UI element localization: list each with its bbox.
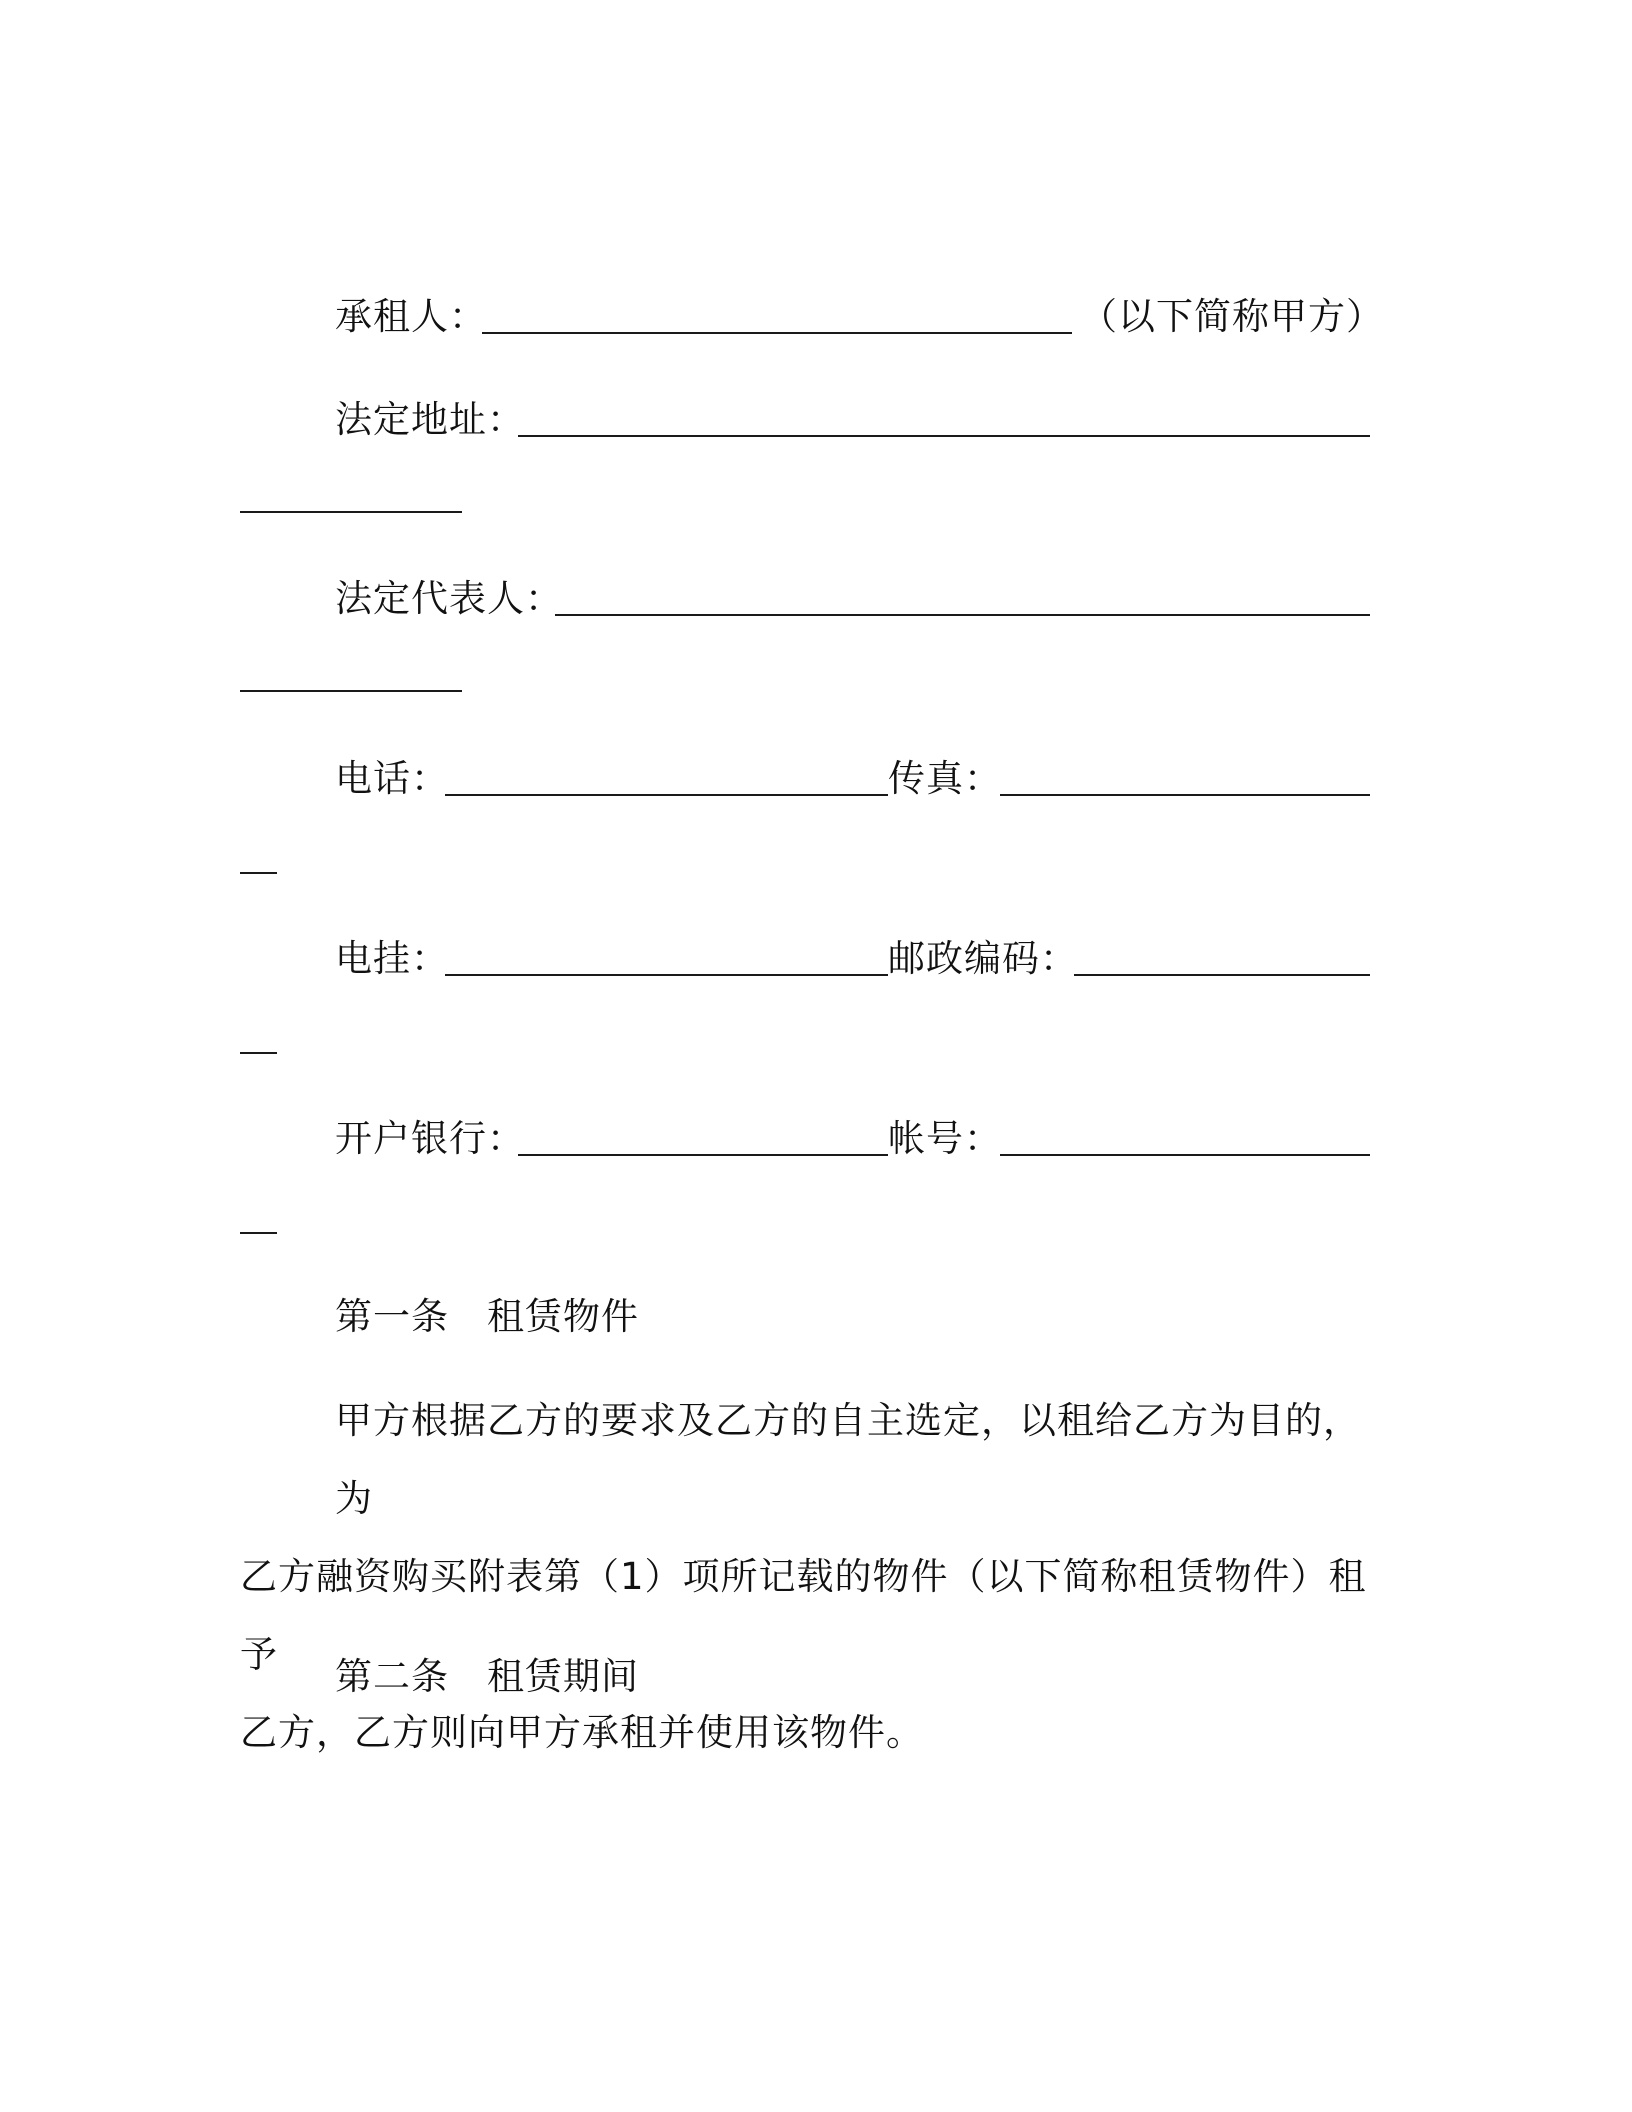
rep-blank-continued[interactable] (240, 690, 462, 692)
lessee-label: 承租人： (335, 295, 487, 338)
bank-blank[interactable] (518, 1154, 888, 1156)
account-blank[interactable] (1000, 1154, 1370, 1156)
cable-label: 电挂： (335, 937, 449, 980)
phone-blank[interactable] (445, 794, 888, 796)
article-1-body-line-3: 乙方，乙方则向甲方承租并使用该物件。 (240, 1711, 924, 1754)
article-1-body-line-2: 乙方融资购买附表第（1）项所记载的物件（以下简称租赁物件）租予 (240, 1555, 1367, 1676)
cable-blank[interactable] (445, 974, 888, 976)
address-blank[interactable] (518, 435, 1370, 437)
lessee-blank[interactable] (482, 332, 1072, 334)
article-1-title: 第一条 租赁物件 (335, 1295, 639, 1338)
fax-blank[interactable] (1000, 794, 1370, 796)
account-label: 帐号： (888, 1117, 1002, 1160)
rep-label: 法定代表人： (335, 577, 563, 620)
fax-label: 传真： (888, 757, 1002, 800)
postcode-label: 邮政编码： (888, 937, 1078, 980)
bank-label: 开户银行： (335, 1117, 525, 1160)
rep-blank[interactable] (555, 614, 1370, 616)
account-blank-continued[interactable] (240, 1232, 277, 1234)
address-blank-continued[interactable] (240, 511, 462, 513)
postcode-blank-continued[interactable] (240, 1052, 277, 1054)
phone-label: 电话： (335, 757, 449, 800)
article-1-body-line-1: 甲方根据乙方的要求及乙方的自主选定，以租给乙方为目的，为 (335, 1399, 1361, 1520)
lessee-suffix: （以下简称甲方） (1080, 295, 1384, 338)
postcode-blank[interactable] (1074, 974, 1370, 976)
address-label: 法定地址： (335, 398, 525, 441)
article-2-title: 第二条 租赁期间 (335, 1655, 639, 1698)
article-1-body (240, 1382, 1380, 1772)
fax-blank-continued[interactable] (240, 872, 277, 874)
